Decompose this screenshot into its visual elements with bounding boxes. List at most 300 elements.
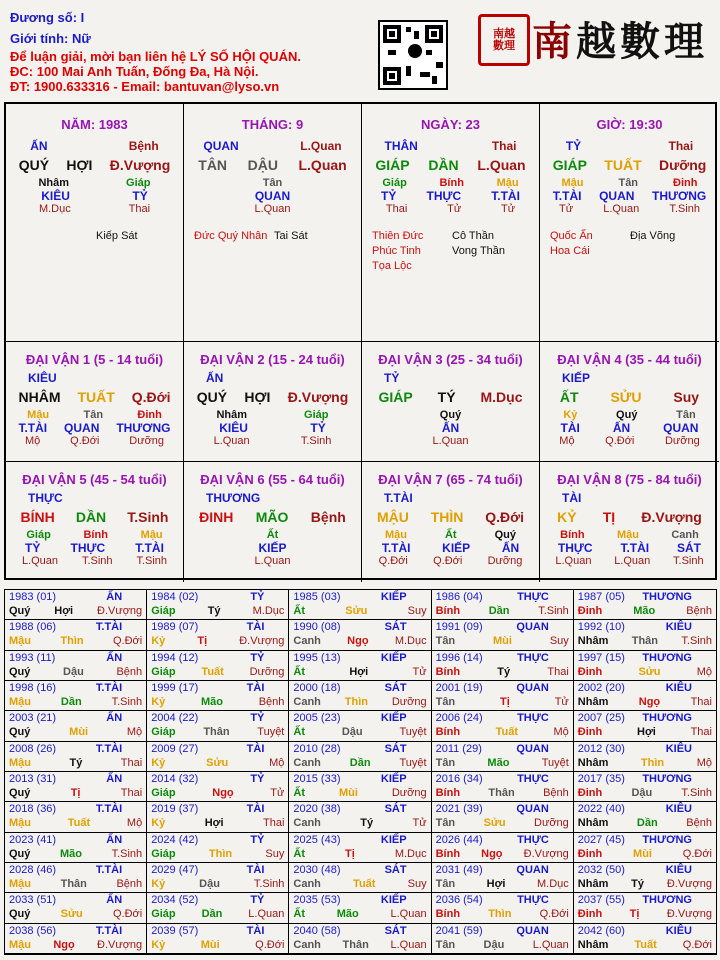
stem-branch: SỬU (610, 389, 642, 405)
year-label: 2004 (22) (151, 712, 199, 725)
stem-branch: ĐINH (199, 509, 234, 525)
year-label: 2002 (20) (577, 682, 625, 694)
year-branch: Ngọ (212, 787, 234, 799)
year-cell[interactable] (5, 742, 147, 772)
year-stem: Mậu (9, 878, 31, 890)
year-cell[interactable] (147, 590, 289, 620)
year-cell[interactable] (574, 681, 716, 711)
year-branch: Dần (349, 756, 371, 769)
star-line (372, 229, 529, 244)
stem-god: ẤN (30, 139, 48, 153)
year-pillar (578, 634, 712, 649)
year-header (578, 621, 712, 634)
hidden-god-row (6, 421, 183, 435)
year-branch: Tị (345, 847, 355, 860)
hidden-stem-row (6, 529, 183, 541)
hidden-god: QUAN (663, 421, 699, 435)
year-stage: T.Sinh (681, 787, 712, 799)
stem-branch: TÂN (198, 157, 228, 173)
year-stem: Đinh (577, 726, 603, 739)
year-cell[interactable] (432, 711, 574, 741)
year-stage: Tử (412, 665, 427, 678)
hidden-god: T.TÀI (381, 541, 411, 555)
year-cell[interactable] (574, 833, 716, 863)
year-stem: Mậu (9, 817, 31, 830)
stem-god-row (540, 491, 719, 505)
hidden-stem: Mậu (561, 177, 584, 189)
life-stage-row (6, 435, 183, 447)
hidden-stem: Tân (676, 409, 696, 421)
year-pillar (436, 847, 569, 862)
year-cell[interactable] (5, 681, 147, 711)
year-stage: T.Sinh (111, 696, 143, 708)
year-header (436, 803, 569, 816)
phone-email-line[interactable]: ĐT: 1900.633316 - Email: bantuvan@lyso.vn (10, 79, 280, 94)
year-stem: Canh (293, 817, 321, 830)
year-stem: Giáp (151, 908, 176, 921)
year-cell[interactable] (5, 833, 147, 863)
hidden-god: TỶ (25, 541, 41, 555)
stem-branch-row (6, 389, 183, 405)
year-cell[interactable] (147, 742, 289, 772)
year-label: 2027 (45) (577, 833, 625, 846)
year-cell[interactable] (574, 590, 716, 620)
qr-code-icon[interactable] (378, 20, 448, 90)
year-god: KIÊU (665, 864, 692, 876)
year-cell[interactable] (574, 893, 716, 923)
pillar-cell[interactable] (6, 104, 184, 342)
stem-god: KIẾP (562, 371, 591, 385)
stars-block (6, 229, 183, 244)
stem-god-row (184, 139, 361, 153)
year-cell[interactable] (5, 863, 147, 893)
year-cell[interactable] (289, 772, 431, 802)
hidden-stem-row (6, 409, 183, 421)
year-cell[interactable] (574, 651, 716, 681)
year-stem: Nhâm (577, 878, 609, 890)
year-label: 2042 (60) (577, 924, 625, 937)
year-stage: T.Sinh (538, 605, 569, 617)
year-stem: Canh (293, 878, 321, 890)
pillar-cell[interactable] (362, 104, 540, 342)
year-stem: Canh (293, 938, 321, 951)
year-cell[interactable] (289, 833, 431, 863)
star-good: Thiên Đức (372, 230, 424, 242)
year-branch: Tuất (201, 665, 224, 678)
year-header (9, 864, 142, 877)
hidden-god: THỰC (557, 541, 593, 555)
year-cell[interactable] (574, 924, 716, 954)
year-god: TỶ (250, 712, 265, 725)
year-stem: Ất (293, 726, 305, 739)
year-header (578, 712, 712, 725)
year-pillar (9, 938, 142, 953)
stem-branch-row (540, 509, 719, 525)
hidden-stem: Mậu (496, 177, 519, 189)
year-stem: Tân (435, 817, 456, 830)
year-cell[interactable] (289, 893, 431, 923)
year-cell[interactable] (5, 772, 147, 802)
hidden-god-row (184, 421, 361, 435)
year-stage: Mộ (126, 817, 143, 830)
year-header (578, 773, 712, 786)
dai-van-cell[interactable] (362, 342, 540, 462)
year-cell[interactable] (432, 681, 574, 711)
year-branch: Tị (629, 908, 640, 921)
year-pillar (578, 604, 712, 619)
year-cell[interactable] (289, 802, 431, 832)
year-stage: Thai (690, 726, 712, 739)
year-stage: Bệnh (543, 787, 569, 799)
year-label: 2000 (18) (293, 682, 341, 694)
dai-van-title: ĐẠI VẬN 5 (45 - 54 tuổi) (22, 472, 167, 487)
year-cell[interactable] (5, 924, 147, 954)
year-cell[interactable] (574, 802, 716, 832)
hidden-god-row (184, 189, 361, 203)
dai-van-title: ĐẠI VẬN 7 (65 - 74 tuổi) (378, 472, 523, 487)
year-pillar (578, 907, 712, 922)
year-pillar (436, 634, 569, 649)
year-cell[interactable] (147, 711, 289, 741)
year-header (436, 591, 569, 604)
hidden-stem-row (540, 177, 719, 189)
year-pillar (293, 695, 426, 710)
year-label: 1983 (01) (9, 591, 57, 603)
year-label: 1995 (13) (293, 651, 341, 664)
year-label: 2038 (56) (9, 924, 57, 937)
year-branch: Dần (488, 605, 510, 617)
year-header (436, 894, 569, 907)
year-god: ẤN (106, 712, 123, 725)
year-stage: Thai (690, 696, 712, 708)
year-stage: Đ.Vượng (97, 605, 143, 617)
hidden-stem: Quý (439, 409, 462, 421)
star-other: Cô Thần (452, 230, 494, 242)
hidden-stem: Đinh (673, 177, 698, 189)
year-branch: Tị (70, 787, 81, 799)
year-pillar (578, 877, 712, 892)
year-stage: Bệnh (116, 878, 143, 890)
life-stage-row (184, 203, 361, 215)
dai-van-cell[interactable] (362, 462, 540, 582)
year-header (436, 621, 569, 634)
year-cell[interactable] (289, 742, 431, 772)
year-cell[interactable] (147, 620, 289, 650)
year-label: 1989 (07) (151, 621, 199, 634)
year-label: 1991 (09) (435, 621, 483, 634)
year-pillar (9, 756, 142, 771)
year-header (293, 864, 426, 877)
year-stage: Đ.Vượng (523, 847, 569, 860)
year-cell[interactable] (5, 651, 147, 681)
year-pillar (9, 634, 142, 649)
year-label: 2010 (28) (293, 742, 341, 755)
hidden-god-row (540, 421, 719, 435)
year-god: THƯƠNG (642, 712, 692, 725)
year-god: T.TÀI (95, 621, 123, 634)
stem-branch-row (362, 389, 539, 405)
year-branch: Dậu (63, 665, 84, 678)
year-cell[interactable] (147, 833, 289, 863)
year-pillar (293, 907, 426, 922)
year-stage: L.Quan (390, 938, 427, 951)
year-label: 2013 (31) (9, 773, 57, 785)
year-pillar (293, 816, 426, 831)
hidden-stem-row (540, 529, 719, 541)
hidden-god: T.TÀI (491, 189, 520, 203)
gender: Giới tính: Nữ (10, 31, 91, 46)
life-stage: T.Sinh (673, 555, 704, 567)
year-cell[interactable] (5, 893, 147, 923)
year-cell[interactable] (289, 711, 431, 741)
year-cell[interactable] (147, 924, 289, 954)
year-cell[interactable] (432, 620, 574, 650)
year-god: QUAN (516, 803, 549, 816)
year-cell[interactable] (432, 893, 574, 923)
year-branch: Ngọ (481, 847, 503, 860)
year-stem: Kỷ (151, 696, 166, 708)
year-header (151, 682, 284, 695)
hidden-god-row (6, 541, 183, 555)
year-branch: Ngọ (347, 635, 369, 648)
dai-van-title: ĐẠI VẬN 2 (15 - 24 tuổi) (200, 352, 345, 367)
stem-branch: GIÁP (375, 157, 410, 173)
year-branch: Tý (497, 665, 511, 678)
hidden-god-row (6, 189, 183, 203)
year-pillar (151, 756, 284, 771)
year-cell[interactable] (147, 802, 289, 832)
hidden-stem-row (540, 409, 719, 421)
stem-branch: TUẤT (604, 157, 642, 173)
year-header (436, 864, 569, 877)
dai-van-cell[interactable] (540, 342, 719, 462)
year-stage: Bệnh (258, 696, 285, 708)
year-pillar (578, 847, 712, 862)
year-header (151, 834, 284, 847)
dai-van-cell[interactable] (6, 342, 184, 462)
life-stage-row (362, 203, 539, 215)
year-cell[interactable] (574, 742, 716, 772)
year-cell[interactable] (574, 772, 716, 802)
stem-god: KIÊU (28, 371, 57, 385)
year-label: 1996 (14) (435, 651, 483, 664)
year-label: 2020 (38) (293, 803, 341, 816)
pillar-title: NGÀY: 23 (421, 117, 480, 132)
year-god: ẤN (106, 833, 123, 846)
year-pillar (151, 907, 284, 922)
dai-van-cell[interactable] (184, 342, 362, 462)
hidden-god-row (540, 541, 719, 555)
year-stage: Thai (120, 787, 143, 799)
stem-branch: Suy (673, 389, 700, 405)
year-label: 2001 (19) (435, 682, 483, 694)
year-cell[interactable] (147, 651, 289, 681)
hidden-stem-row (184, 409, 361, 421)
hidden-god: T.TÀI (135, 541, 164, 555)
year-branch: Dậu (483, 938, 505, 951)
year-pillar (9, 877, 142, 892)
year-pillar (578, 816, 712, 831)
year-label: 2031 (49) (435, 864, 483, 876)
year-label: 1999 (17) (151, 682, 199, 694)
year-cell[interactable] (432, 651, 574, 681)
stem-branch: T.Sinh (127, 509, 169, 525)
year-stem: Giáp (151, 847, 176, 860)
year-stage: Dưỡng (391, 787, 427, 799)
year-branch: Tị (197, 635, 208, 648)
year-pillar (578, 756, 712, 771)
year-cell[interactable] (432, 833, 574, 863)
dai-van-cell[interactable] (540, 462, 719, 582)
year-cell[interactable] (147, 772, 289, 802)
year-cell[interactable] (432, 742, 574, 772)
life-stage: L.Quan (555, 555, 592, 567)
year-label: 1994 (12) (151, 651, 199, 664)
year-label: 2008 (26) (9, 742, 57, 755)
year-cell[interactable] (432, 590, 574, 620)
stem-god: TỶ (565, 139, 582, 153)
year-pillar (9, 695, 142, 710)
life-stage: Tử (447, 203, 462, 215)
year-branch: Sửu (483, 817, 506, 830)
year-stem: Kỷ (151, 878, 166, 890)
stem-branch: GIÁP (552, 157, 587, 173)
year-god: T.TÀI (95, 682, 123, 694)
star-line (194, 229, 351, 244)
year-pillar (151, 725, 284, 740)
year-stage: M.Dục (537, 878, 569, 890)
hidden-stem: Bính (83, 529, 108, 541)
year-label: 2015 (33) (293, 773, 341, 785)
year-header (293, 803, 426, 816)
year-god: ẤN (106, 591, 123, 603)
year-pillar (9, 816, 142, 831)
stem-branch: MÃO (255, 509, 289, 525)
stem-branch: DẦN (75, 509, 107, 525)
stem-branch: KỶ (557, 509, 577, 525)
life-stage: T.Sinh (81, 555, 113, 567)
year-stem: Quý (9, 908, 31, 921)
year-cell[interactable] (5, 590, 147, 620)
dai-van-cell[interactable] (184, 462, 362, 582)
year-pillar (293, 634, 426, 649)
year-cell[interactable] (147, 893, 289, 923)
year-cell[interactable] (432, 802, 574, 832)
pillar-cell[interactable] (540, 104, 719, 342)
stem-god: QUAN (203, 139, 239, 153)
stem-branch-row (6, 509, 183, 525)
stars-block (184, 229, 361, 244)
hidden-god: ẤN (441, 421, 460, 435)
stem-god-row (184, 371, 361, 385)
year-header (578, 864, 712, 877)
life-stage-row (540, 203, 719, 215)
year-label: 2005 (23) (293, 712, 341, 725)
year-stage: L.Quan (532, 938, 569, 951)
year-cell[interactable] (289, 681, 431, 711)
year-cell[interactable] (289, 620, 431, 650)
year-label: 1985 (03) (293, 591, 341, 603)
year-stage: Tuyệt (257, 726, 285, 739)
year-cell[interactable] (289, 651, 431, 681)
year-cell[interactable] (5, 620, 147, 650)
year-stage: Suy (549, 635, 569, 648)
stem-god: THỰC (28, 491, 63, 505)
pillar-cell[interactable] (184, 104, 362, 342)
year-cell[interactable] (5, 802, 147, 832)
year-label: 2021 (39) (435, 803, 483, 816)
year-god: TỶ (250, 833, 265, 846)
year-pillar (151, 604, 284, 619)
life-stage: Dưỡng (129, 435, 165, 447)
hidden-god: THỰC (426, 189, 462, 203)
dai-van-cell[interactable] (6, 462, 184, 582)
year-pillar (436, 938, 569, 953)
year-stem: Đinh (577, 847, 603, 860)
life-stage: Q.Đới (378, 555, 408, 567)
year-branch: Mão (200, 696, 223, 708)
hidden-stem: Mậu (384, 529, 407, 541)
stem-branch-row (184, 389, 361, 405)
star-good: Hoa Cái (550, 245, 590, 257)
year-cell[interactable] (5, 711, 147, 741)
year-god: KIẾP (380, 833, 407, 846)
life-stage-row (540, 555, 719, 567)
hidden-god: KIÊU (41, 189, 70, 203)
year-cell[interactable] (574, 620, 716, 650)
year-cell[interactable] (147, 681, 289, 711)
life-stage: Tử (500, 203, 516, 215)
star-line (16, 229, 173, 244)
contact-line[interactable]: Để luận giải, mời bạn liên hệ LÝ SỐ HỘI QUÁN. (10, 49, 301, 64)
year-cell[interactable] (147, 863, 289, 893)
year-stem: Đinh (577, 787, 603, 799)
year-cell[interactable] (574, 711, 716, 741)
year-stage: Q.Đới (539, 908, 569, 921)
hidden-stem-row (184, 529, 361, 541)
hidden-god: TỶ (381, 189, 397, 203)
year-stage: Thai (120, 756, 143, 769)
year-cell[interactable] (289, 924, 431, 954)
year-cell[interactable] (432, 772, 574, 802)
year-stage: Tử (554, 696, 569, 708)
year-cell[interactable] (289, 863, 431, 893)
year-branch: Tuất (353, 878, 376, 890)
hidden-god: TÀI (560, 421, 580, 435)
year-cell[interactable] (289, 590, 431, 620)
year-cell[interactable] (432, 924, 574, 954)
year-header (578, 894, 712, 907)
stem-god: Thai (668, 139, 694, 153)
year-pillar (578, 786, 712, 801)
year-label: 2035 (53) (293, 894, 341, 907)
life-stage: Q.Đới (70, 435, 100, 447)
year-god: KIÊU (665, 742, 692, 755)
address-line: ĐC: 100 Mai Anh Tuấn, Đống Đa, Hà Nội. (10, 64, 259, 79)
year-pillar (578, 665, 712, 680)
year-cell[interactable] (432, 863, 574, 893)
year-stage: Đ.Vượng (666, 878, 712, 890)
hidden-stem: Quý (494, 529, 516, 541)
year-header (293, 894, 426, 907)
life-stage: Tử (559, 203, 574, 215)
star-line (550, 229, 709, 244)
year-pillar (436, 907, 569, 922)
year-header (9, 925, 142, 938)
year-header (293, 621, 426, 634)
year-cell[interactable] (574, 863, 716, 893)
yearly-table (4, 589, 717, 955)
